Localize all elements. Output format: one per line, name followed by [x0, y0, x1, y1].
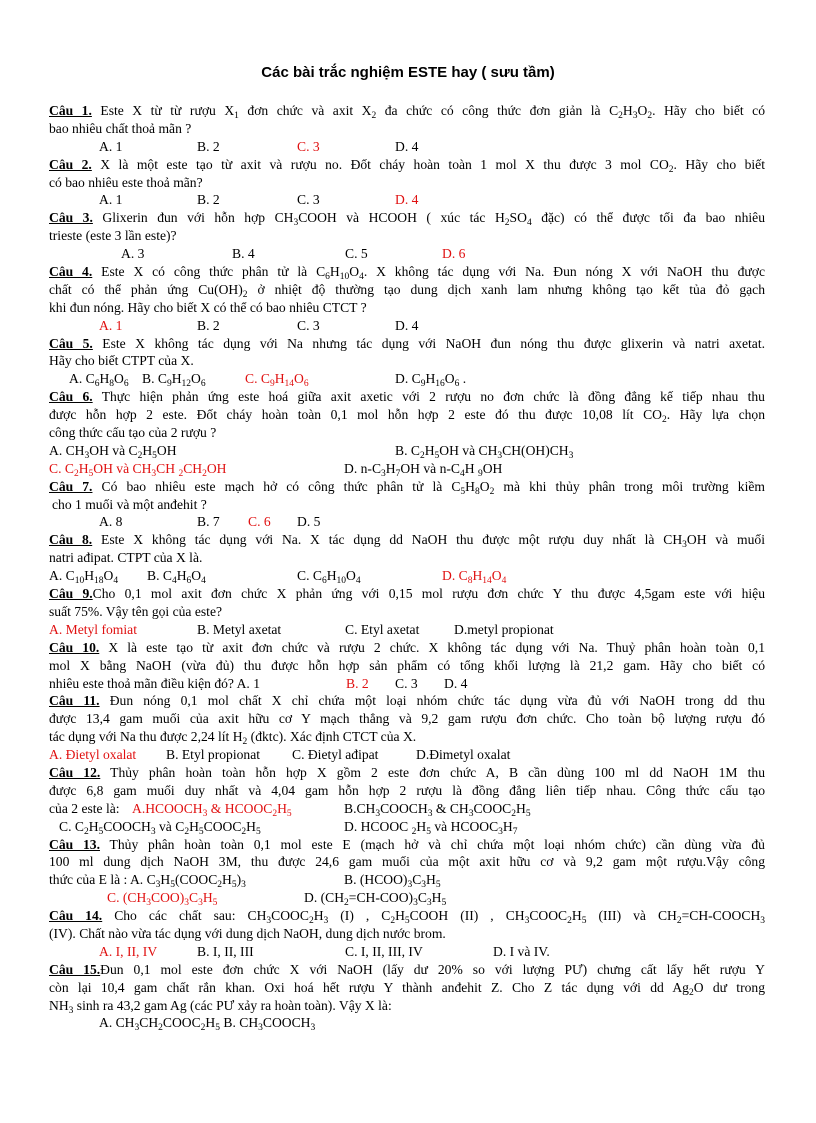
question-text: chất có thể phản ứng $Cu(OH)_2$ ở nhiệt độ thường tạo dung dịch xanh lam nhưng không tạo kết tủa đỏ gạch [49, 281, 765, 299]
option-a: A. 1 [99, 138, 123, 154]
question-6: Câu 6. Thực hiện phản ứng este hoá giữa axit axetic với 2 rượu no đơn chức là đồng đẳng kế tiếp nhau thu [49, 389, 765, 405]
option-d: D. 4 [395, 317, 419, 333]
question-text-option-a: nhiêu este thoả mãn điều kiện đó? A. 1 [49, 675, 261, 691]
question-text: $NH_3$ sinh ra 43,2 gam Ag (các PƯ xảy ra hoàn toàn). Vậy X là: [49, 997, 392, 1016]
option-c: C. 3 [297, 192, 320, 208]
option-a: A. 1 [99, 192, 123, 208]
question-text: (IV). Chất nào vừa tác dụng với dung dịch NaOH, dung dịch nước brom. [49, 925, 446, 941]
options-row [49, 138, 765, 156]
option-d: D.metyl propionat [454, 621, 554, 637]
options-row [49, 370, 765, 388]
option-c: C. I, II, III, IV [345, 943, 423, 959]
options-row [49, 442, 765, 460]
question-text: còn lại 10,4 gam chất rắn khan. Oxi hoá hết rượu Y thành anđehit Z. Cho Z tác dụng với dd $Ag_2O$ dư trong [49, 979, 765, 997]
option-a: A. 8 [99, 514, 123, 530]
question-label: Câu 5. [49, 335, 93, 351]
question-text: natri ađipat. CTPT của X là. [49, 550, 203, 566]
option-b: B. $C_2H_5OH$ và $CH_3CH(OH)CH_3$ [395, 442, 574, 461]
question-8: Câu 8. Este X không tác dụng với Na. X tác dụng dd NaOH thu được một rượu duy nhất là $CH_3OH$ và muối [49, 532, 765, 550]
option-d: D. HCOOC $_2H_5$ và $HCOOC_3H_7$ [344, 818, 518, 837]
question-label: Câu 1. [49, 103, 92, 118]
option-d: D. $C_9H_{16}O_6$ . [395, 371, 467, 390]
option-c: C. $C_2H_5COOCH_3$ và $C_2H_5COOC_2H_5$ [59, 818, 261, 837]
question-10: Câu 10. X là este tạo từ axit đơn chức và rượu 2 chức. X không tác dụng với Na. Thuỷ phân hoàn toàn 0,1 [49, 639, 765, 655]
question-label: Câu 9. [49, 586, 93, 602]
option-b-answer: B. 2 [346, 675, 369, 691]
question-4: Câu 4. Este X có công thức phân tử là $C_6H_{10}O_4$. X không tác dụng với Na. Đun nóng X với NaOH thu được [49, 264, 765, 281]
options-row [49, 889, 765, 907]
question-text: mol X bằng NaOH (vừa đủ) thu được hỗn hợp sản phẩm có tổng khối lượng là 21,2 gam. Hãy cho biết có [49, 657, 765, 673]
option-a-answer: A. Đietyl oxalat [49, 747, 137, 763]
option-a: A. 3 [121, 246, 145, 262]
option-c-answer: C. 3 [297, 138, 320, 154]
question-text: 100 ml dung dịch NaOH 3M, thu được 24,6 gam muối của một axit hữu cơ và 9,2 gam một rượu.Vậy công [49, 854, 765, 870]
options-row [49, 746, 765, 764]
option-a-answer: A. 1 [99, 317, 123, 333]
question-5: Câu 5. Este X không tác dụng với Na nhưng tác dụng với NaOH đun nóng thu được glixerin và natri axetat. [49, 335, 765, 351]
question-label: Câu 3. [49, 210, 93, 226]
question-label: Câu 15. [49, 961, 101, 977]
question-label: Câu 8. [49, 532, 93, 548]
option-b: B. 2 [197, 138, 220, 154]
option-d-answer: D. 6 [442, 246, 466, 262]
option-b: B. I, II, III [197, 943, 254, 959]
question-list [49, 102, 765, 1032]
question-text: được 6,8 gam muối duy nhất và 4,04 gam hỗn hợp 2 rượu là đồng đẳng liên tiếp nhau. Công thức cấu tạo [49, 782, 765, 798]
options-row [49, 871, 765, 889]
options-row [49, 675, 765, 693]
option-c: C. 3 [297, 317, 320, 333]
option-c: C. Etyl axetat [345, 621, 420, 637]
question-text: bao nhiêu chất thoả mãn ? [49, 120, 192, 136]
options-row [49, 460, 765, 478]
question-text: khi đun nóng. Hãy cho biết X có thể có bao nhiêu CTCT ? [49, 299, 367, 315]
question-14: Câu 14. Cho các chất sau: $CH_3COOC_2H_3$ (I) , $C_2H_5COOH$ (II) , $CH_3COOC_2H_5$ (III) và $CH_2=CH-COOCH_3$ [49, 908, 765, 925]
option-c-answer: C. 6 [248, 514, 271, 530]
option-d: D. 5 [297, 514, 321, 530]
option-a: A. $C_{10}H_{18}O_4$ [49, 568, 119, 587]
question-text: trieste (este 3 lần este)? [49, 228, 177, 244]
question-label: Câu 6. [49, 389, 93, 405]
option-b: B. $C_9H_{12}O_6$ [142, 371, 206, 390]
question-12: Câu 12. Thủy phân hoàn toàn hỗn hợp X gồm 2 este đơn chức A, B cần dùng 100 ml dd NaOH 1M thu [49, 764, 765, 780]
question-text: được hỗn hợp 2 este. Đốt cháy hoàn toàn 0,1 mol hỗn hợp 2 este đó thu được 10,08 lít $CO_2$. Hãy lựa chọn [49, 407, 765, 425]
options-row [49, 943, 765, 961]
option-b: B. $(HCOO)_3C_3H_5$ [344, 872, 441, 891]
options-row [49, 191, 765, 209]
question-text: công thức cấu tạo của 2 rượu ? [49, 425, 217, 441]
question-label: Câu 14. [49, 908, 103, 924]
option-d: D.Đimetyl oxalat [416, 747, 511, 763]
option-a: A. $CH_3OH$ và $C_2H_5OH$ [49, 442, 177, 461]
option-c: C. 3 [395, 675, 418, 691]
question-text: Hãy cho biết CTPT của X. [49, 353, 194, 369]
option-b: B. Etyl propionat [166, 747, 261, 763]
options-row [49, 818, 765, 836]
option-c-answer: C. $C_9H_{14}O_6$ [245, 371, 309, 390]
question-text: suất 75%. Vậy tên gọi của este? [49, 603, 223, 619]
option-c-answer: C. $C_2H_5OH$ và $CH_3CH$ $_2CH_2OH$ [49, 460, 227, 479]
option-b: B. 2 [197, 192, 220, 208]
question-11: Câu 11. Đun nóng 0,1 mol chất X chỉ chứa một loại nhóm chức tác dụng vừa đủ với NaOH trong dd thu [49, 693, 765, 709]
option-d: D. 4 [395, 138, 419, 154]
option-a-answer: $A.HCOOCH_3$ & $HCOOC_2H_5$ [132, 800, 292, 819]
option-b: B. 7 [197, 514, 220, 530]
option-c-answer: C. $(CH_3COO)_3C_3H_5$ [107, 890, 218, 909]
question-9: Câu 9.Cho 0,1 mol axit đơn chức X phản ứng với 0,15 mol rượu đơn chức Y thu được 4,5gam este với hiệu [49, 586, 765, 602]
question-text: có bao nhiêu este thoả mãn? [49, 174, 203, 190]
question-label: Câu 2. [49, 156, 92, 172]
option-c: C. $C_6H_{10}O_4$ [297, 568, 361, 587]
option-b: $B.CH_3COOCH_3$ & $CH_3COOC_2H_5$ [344, 800, 531, 819]
option-a-answer: A. I, II, IV [99, 943, 158, 959]
options-row [49, 317, 765, 335]
question-label: Câu 11. [49, 693, 100, 709]
question-3: Câu 3. Glixerin đun với hỗn hợp $CH_3COOH$ và HCOOH ( xúc tác $H_2SO_4$ đặc) có thể được tối đa bao nhiêu [49, 210, 765, 228]
option-c: C. Đietyl ađipat [292, 747, 379, 763]
question-text: tác dụng với Na thu được 2,24 lít $H_2$ (đktc). Xác định CTCT của X. [49, 729, 417, 748]
question-7: Câu 7. Có bao nhiêu este mạch hở có công thức phân tử là $C_5H_8O_2$ mà khi thủy phân trong môi trường kiềm [49, 478, 765, 496]
options-row [49, 513, 765, 531]
question-label: Câu 13. [49, 836, 100, 852]
question-15: Câu 15.Đun 0,1 mol este đơn chức X với NaOH (lấy dư 20% so với lượng PƯ) chưng cất lấy hết rượu Y [49, 961, 765, 977]
option-d-answer: D. 4 [395, 192, 419, 208]
question-text-option-a: thức của E là : A. $C_3H_5(COOC_2H_5)_3$ [49, 872, 246, 891]
question-1: Câu 1. Este X từ từ rượu $X_1$ đơn chức và axit $X_2$ đa chức có công thức đơn giản là $C_2H_3O_2$. Hãy cho biết có [49, 103, 765, 120]
option-a-b: A. $CH_3CH_2COOC_2H_5$ B. $CH_3COOCH_3$ [99, 1015, 316, 1034]
question-13: Câu 13. Thủy phân hoàn toàn 0,1 mol este E (mạch hở và chỉ chứa một loại nhóm chức) cần dùng vừa đủ [49, 836, 765, 852]
question-text: cho 1 muối và một anđehit ? [52, 496, 207, 512]
question-2: Câu 2. X là một este tạo từ axit và rượu no. Đốt cháy hoàn toàn 1 mol X thu được 3 mol $CO_2$. Hãy cho biết [49, 156, 765, 174]
options-row [49, 245, 765, 263]
question-label: Câu 7. [49, 478, 93, 494]
options-row [49, 567, 765, 585]
option-d: D. $(CH_2=CH-COO)_3C_3H_5$ [304, 890, 447, 909]
option-d: D. I và IV. [493, 943, 550, 959]
question-text: của 2 este là: [49, 800, 120, 816]
option-b: B. $C_4H_6O_4$ [147, 568, 206, 587]
option-a-answer: A. Metyl fomiat [49, 621, 137, 637]
question-text: được 13,4 gam muối của axit hữu cơ Y mạch thẳng và 9,2 gam rượu đơn chức. Cho toàn bộ lượng rượu đó [49, 711, 765, 727]
option-a: A. $C_6H_8O_6$ [69, 371, 129, 390]
option-b: B. 2 [197, 317, 220, 333]
options-row [49, 621, 765, 639]
option-d: D. 4 [444, 675, 468, 691]
options-row [49, 1014, 765, 1032]
document-title: Các bài trắc nghiệm ESTE hay ( sưu tầm) [261, 64, 555, 81]
option-b: B. 4 [232, 246, 255, 262]
question-label: Câu 10. [49, 639, 100, 655]
question-label: Câu 12. [49, 764, 101, 780]
option-b: B. Metyl axetat [197, 621, 282, 637]
option-c: C. 5 [345, 246, 368, 262]
option-d: D. $n-C_3H_7OH$ và $n-C_4H$ $_9$OH [344, 460, 503, 479]
question-label: Câu 4. [49, 264, 93, 280]
option-d-answer: D. $C_8H_{14}O_4$ [442, 568, 507, 587]
options-row [49, 800, 765, 818]
